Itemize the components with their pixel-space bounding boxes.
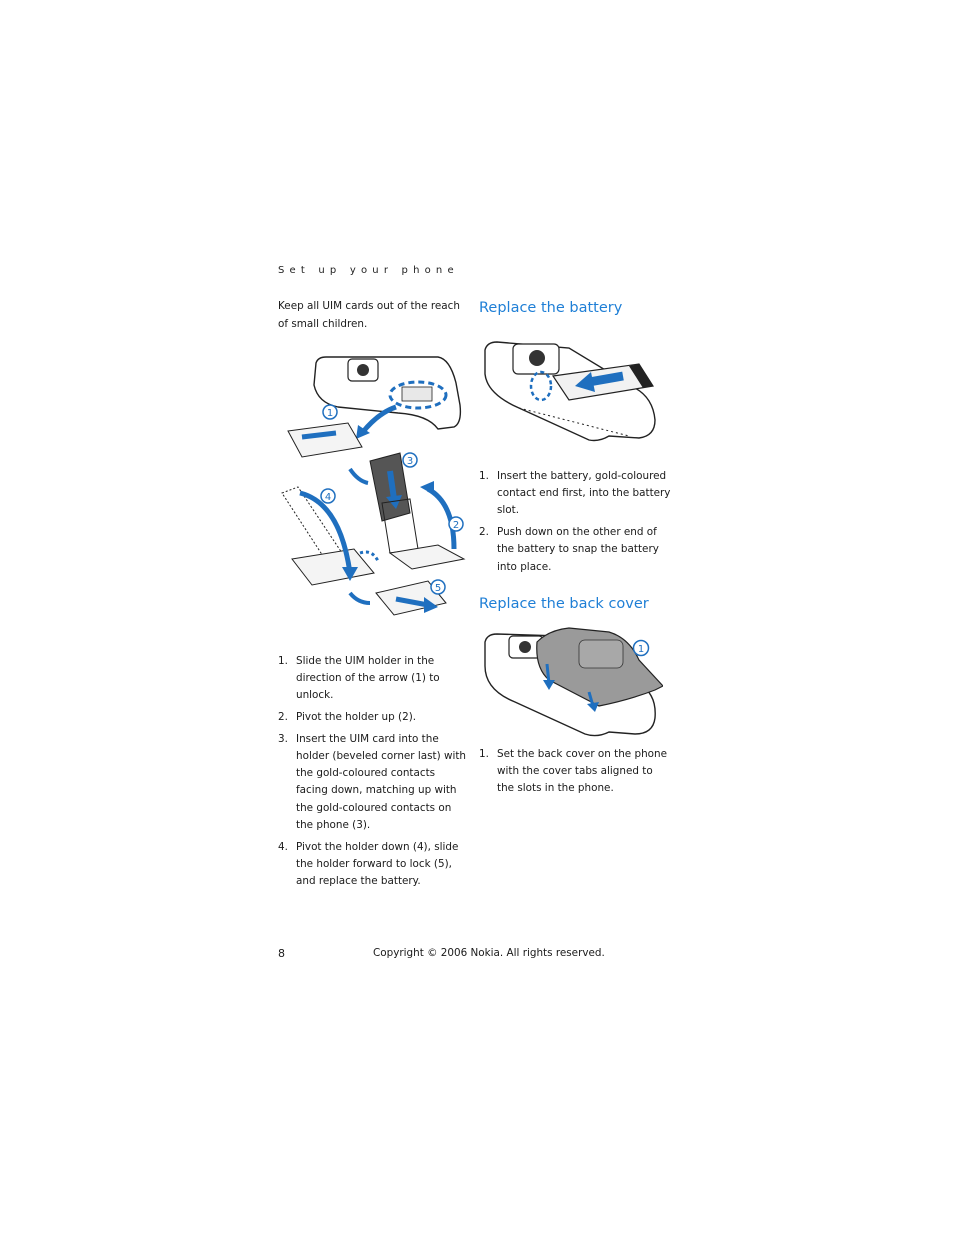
section-header: Set up your phone: [278, 265, 459, 276]
callout-2: 2: [452, 520, 460, 531]
list-item: 2. Push down on the other end of the battery to snap the battery into place.: [479, 526, 659, 573]
battery-steps-list: [479, 468, 671, 576]
battery-section-title: Replace the battery: [479, 300, 623, 316]
page-number: 8: [278, 947, 285, 960]
cover-callout-1: 1: [637, 643, 645, 655]
uim-warning-text: Keep all UIM cards out of the reach of small children.: [278, 300, 460, 330]
list-item: 1. Insert the battery, gold-coloured contact end first, into the battery slot.: [479, 470, 671, 517]
callout-1: 1: [326, 408, 334, 419]
callout-5: 5: [434, 583, 442, 594]
list-item: 1. Slide the UIM holder in the direction of the arrow (1) to unlock.: [278, 655, 440, 702]
list-item: 1. Set the back cover on the phone with the cover tabs aligned to the slots in the phone.: [479, 747, 668, 795]
list-item: 3. Insert the UIM card into the holder (beveled corner last) with the gold-coloured contacts facing down, matching up with the gold-coloured contacts on the phone (3).: [278, 732, 467, 831]
list-item: 2. Pivot the holder up (2).: [278, 711, 417, 724]
copyright-text: Copyright © 2006 Nokia. All rights reserved.: [373, 947, 605, 959]
uim-card-illustration: [278, 353, 470, 623]
callout-3: 3: [406, 456, 414, 467]
back-cover-illustration: [479, 620, 663, 738]
right-column: [479, 298, 671, 802]
callout-4: 4: [324, 492, 332, 503]
list-item: 4. Pivot the holder down (4), slide the holder forward to lock (5), and replace the battery.: [278, 840, 459, 887]
cover-section-title: Replace the back cover: [479, 595, 649, 612]
left-column: [278, 298, 470, 895]
battery-illustration: [479, 324, 663, 444]
uim-steps-list: [278, 653, 470, 890]
cover-steps-list: [479, 746, 671, 798]
